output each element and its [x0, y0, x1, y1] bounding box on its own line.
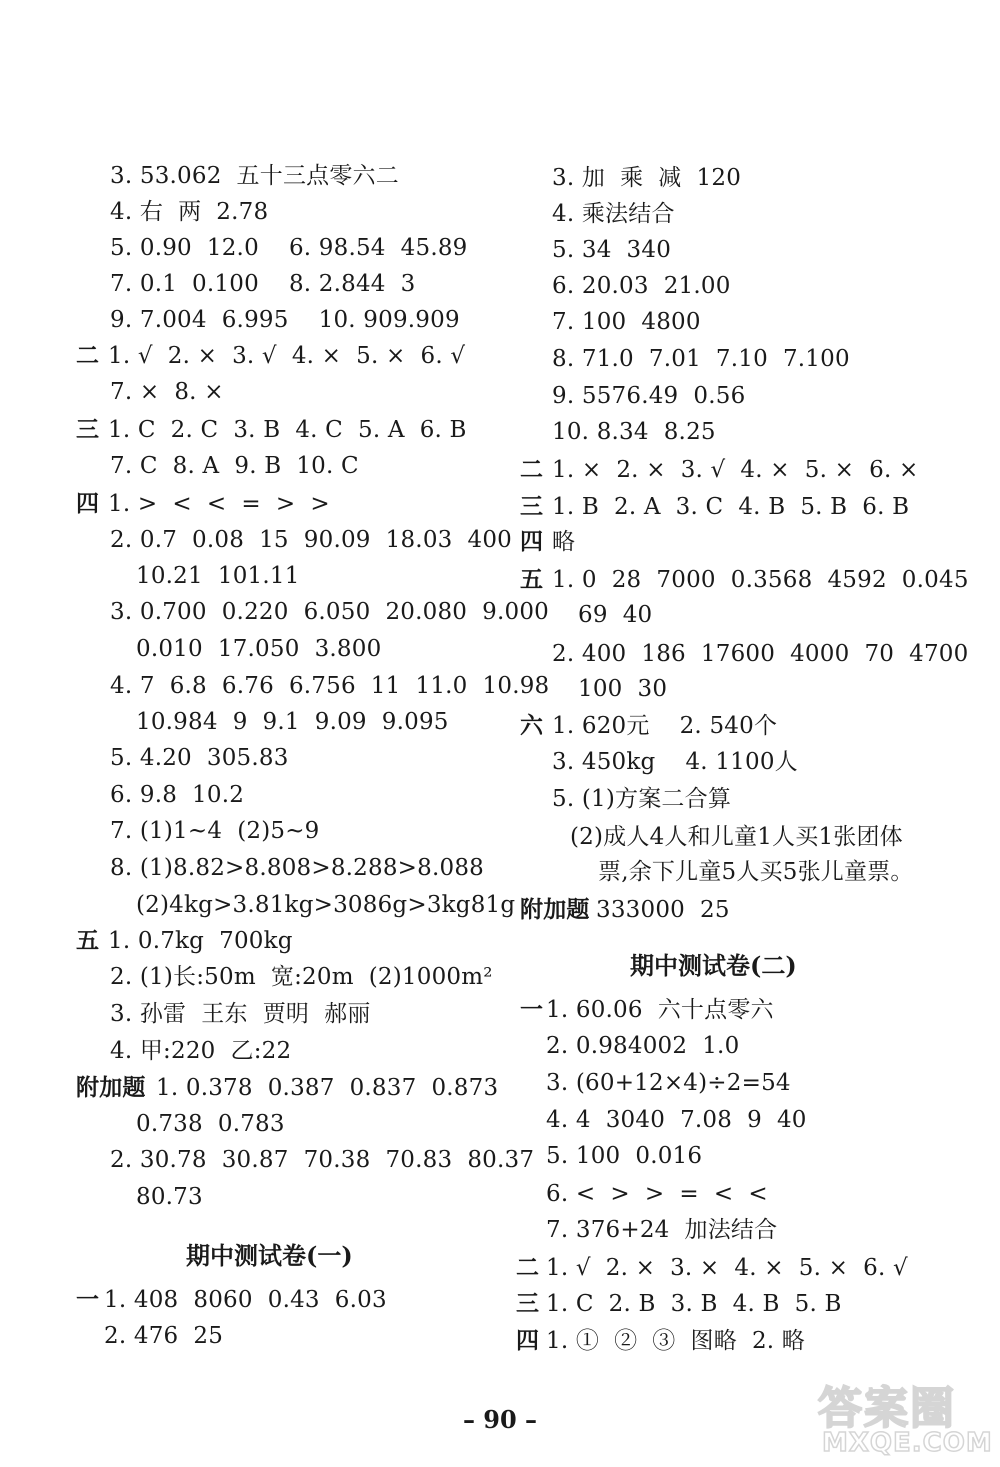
right-line-5: 7. 100 4800 [552, 309, 701, 335]
section-label-4: 四 [516, 1327, 540, 1354]
section-title-midterm-1: 期中测试卷(一) [186, 1241, 353, 1270]
right-line-1: 3. 加 乘 减 120 [552, 165, 742, 191]
left-line-32: 2. 476 25 [104, 1323, 224, 1349]
right-line-16: 1. 620元 2. 540个 [552, 713, 778, 739]
left-line-18: 6. 9.8 10.2 [110, 782, 245, 808]
left-line-12: 10.21 101.11 [136, 563, 300, 589]
left-line-24: 3. 孙雷 王东 贾明 郝丽 [110, 1001, 371, 1027]
left-line-14: 0.010 17.050 3.800 [136, 636, 382, 662]
watermark-logo [812, 1372, 992, 1462]
right-line-25: 3. (60+12×4)÷2=54 [546, 1070, 791, 1096]
left-line-6: 1. √ 2. × 3. √ 4. × 5. × 6. √ [108, 343, 466, 369]
right-line-20: 票,余下儿童5人买5张儿童票。 [598, 859, 914, 885]
right-line-6: 8. 71.0 7.01 7.10 7.100 [552, 346, 850, 372]
left-line-29: 80.73 [136, 1184, 203, 1210]
right-line-12: 1. 0 28 7000 0.3568 4592 0.045 [552, 567, 969, 593]
section-label-3: 三 [520, 493, 544, 520]
right-line-7: 9. 5576.49 0.56 [552, 383, 746, 409]
left-line-21: (2)4kg>3.81kg>3086g>3kg81g [136, 892, 516, 918]
right-line-29: 7. 376+24 加法结合 [546, 1217, 778, 1243]
left-line-11: 2. 0.7 0.08 15 90.09 18.03 400 [110, 527, 513, 553]
right-line-31: 1. C 2. B 3. B 4. B 5. B [546, 1291, 842, 1317]
section-label-extra: 附加题 [520, 896, 590, 923]
left-line-1: 3. 53.062 五十三点零六二 [110, 163, 399, 189]
section-label-1: 一 [520, 996, 544, 1023]
watermark-bottom-text: MXQE.COM [822, 1428, 993, 1458]
section-label-2: 二 [520, 456, 544, 483]
right-line-28: 6. < > > = < < [546, 1181, 768, 1207]
section-label-2: 二 [76, 342, 100, 369]
right-line-30: 1. √ 2. × 3. × 4. × 5. × 6. √ [546, 1255, 908, 1281]
left-line-23: 2. (1)长:50m 宽:20m (2)1000m² [110, 964, 493, 990]
right-line-17: 3. 450kg 4. 1100人 [552, 749, 798, 775]
right-line-32: 1. ① ② ③ 图略 2. 略 [546, 1328, 805, 1354]
right-line-13: 69 40 [578, 602, 653, 628]
right-line-21: 333000 25 [596, 897, 730, 923]
section-label-3: 三 [516, 1290, 540, 1317]
left-line-28: 2. 30.78 30.87 70.38 70.83 80.37 [110, 1147, 535, 1173]
right-line-19: (2)成人4人和儿童1人买1张团体 [570, 824, 903, 850]
right-line-11: 略 [552, 529, 576, 555]
left-line-26: 1. 0.378 0.387 0.837 0.873 [156, 1075, 499, 1101]
left-line-16: 10.984 9 9.1 9.09 9.095 [136, 709, 449, 735]
section-label-extra: 附加题 [76, 1074, 146, 1101]
left-line-5: 9. 7.004 6.995 10. 909.909 [110, 307, 460, 333]
left-line-8: 1. C 2. C 3. B 4. C 5. A 6. B [108, 417, 467, 443]
section-label-5: 五 [520, 566, 544, 593]
section-label-2: 二 [516, 1254, 540, 1281]
left-line-20: 8. (1)8.82>8.808>8.288>8.088 [110, 855, 484, 881]
right-line-23: 1. 60.06 六十点零六 [546, 997, 774, 1023]
left-line-15: 4. 7 6.8 6.76 6.756 11 11.0 10.98 [110, 673, 550, 699]
left-line-10: 1. > < < = > > [108, 491, 330, 517]
section-label-1: 一 [76, 1286, 100, 1313]
left-line-7: 7. × 8. × [110, 379, 224, 405]
section-label-6: 六 [520, 712, 544, 739]
left-line-13: 3. 0.700 0.220 6.050 20.080 9.000 [110, 599, 549, 625]
left-line-3: 5. 0.90 12.0 6. 98.54 45.89 [110, 235, 468, 261]
section-title-midterm-2: 期中测试卷(二) [630, 951, 797, 980]
left-line-27: 0.738 0.783 [136, 1111, 285, 1137]
right-line-8: 10. 8.34 8.25 [552, 419, 716, 445]
right-line-3: 5. 34 340 [552, 237, 672, 263]
right-line-15: 100 30 [578, 676, 668, 702]
right-line-4: 6. 20.03 21.00 [552, 273, 731, 299]
right-line-26: 4. 4 3040 7.08 9 40 [546, 1107, 807, 1133]
left-line-9: 7. C 8. A 9. B 10. C [110, 453, 359, 479]
right-line-18: 5. (1)方案二合算 [552, 786, 732, 812]
section-label-3: 三 [76, 416, 100, 443]
right-line-10: 1. B 2. A 3. C 4. B 5. B 6. B [552, 494, 910, 520]
right-line-14: 2. 400 186 17600 4000 70 4700 [552, 641, 969, 667]
left-line-4: 7. 0.1 0.100 8. 2.844 3 [110, 271, 416, 297]
section-label-4: 四 [520, 528, 544, 555]
page-number: – 90 – [462, 1405, 538, 1434]
left-line-31: 1. 408 8060 0.43 6.03 [104, 1287, 387, 1313]
section-label-4: 四 [76, 490, 100, 517]
left-line-19: 7. (1)1~4 (2)5~9 [110, 818, 320, 844]
section-label-5: 五 [76, 927, 100, 954]
left-line-17: 5. 4.20 305.83 [110, 745, 289, 771]
left-line-2: 4. 右 两 2.78 [110, 199, 269, 225]
right-line-24: 2. 0.984002 1.0 [546, 1033, 740, 1059]
right-line-27: 5. 100 0.016 [546, 1143, 703, 1169]
left-line-22: 1. 0.7kg 700kg [108, 928, 293, 954]
right-line-2: 4. 乘法结合 [552, 201, 675, 227]
left-line-25: 4. 甲:220 乙:22 [110, 1038, 292, 1064]
right-line-9: 1. × 2. × 3. √ 4. × 5. × 6. × [552, 457, 919, 483]
watermark-top-text: 答案圈 [818, 1383, 956, 1434]
